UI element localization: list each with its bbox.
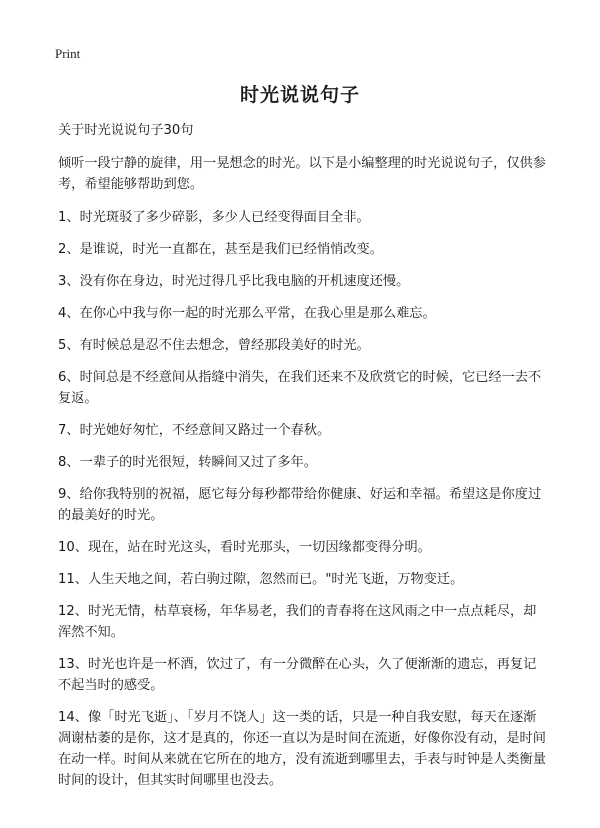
list-item: 13、时光也许是一杯酒，饮过了，有一分微醉在心头，久了便渐渐的遗忘，再复记不起当时的感受。 [58, 657, 537, 693]
list-item: 7、时光她好匆忙，不经意间又路过一个春秋。 [58, 423, 331, 438]
list-item: 10、现在，站在时光这头，看时光那头，一切因缘都变得分明。 [58, 540, 431, 555]
article-subtitle: 关于时光说说句子30句 [58, 123, 194, 138]
list-item: 4、在你心中我与你一起的时光那么平常，在我心里是那么难忘。 [58, 306, 436, 321]
list-item: 6、时间总是不经意间从指缝中消失，在我们还来不及欣赏它的时候，它已经一去不复返。 [58, 370, 542, 406]
list-item: 8、一辈子的时光很短，转瞬间又过了多年。 [58, 455, 317, 470]
print-link[interactable]: Print [55, 46, 81, 61]
list-item: 3、没有你在身边，时光过得几乎比我电脑的开机速度还慢。 [58, 274, 410, 289]
article-intro: 倾听一段宁静的旋律，用一晃想念的时光。以下是小编整理的时光说说句子，仅供参考，希望能够帮助到您。 [58, 156, 546, 192]
list-item: 1、时光斑驳了多少碎影，多少人已经变得面目全非。 [58, 210, 370, 225]
list-item: 14、像「时光飞逝」、「岁月不饶人」这一类的话，只是一种自我安慰，每天在逐渐凋谢枯萎的是你，这才是真的，你还一直以为是时间在流逝，好像你没有动，是时间在动一样。时间从来就在它所在的地方，没有流逝到哪里去，手表与时钟是人类衡量时间的设计，但其实时间哪里也没去。 [58, 710, 546, 788]
list-item: 5、有时候总是忍不住去想念，曾经那段美好的时光。 [58, 338, 370, 353]
page-title: 时光说说句子 [239, 84, 360, 106]
list-item: 12、时光无情，枯草衰杨，年华易老，我们的青春将在这风雨之中一点点耗尽，却浑然不知。 [58, 604, 537, 640]
article-body [58, 120, 548, 802]
list-item: 2、是谁说，时光一直都在，甚至是我们已经悄悄改变。 [58, 242, 383, 257]
list-item: 11、人生天地之间，若白驹过隙，忽然而已。"时光飞逝，万物变迁。 [58, 572, 464, 587]
list-item: 9、给你我特别的祝福，愿它每分每秒都带给你健康、好运和幸福。希望这是你度过的最美好的时光。 [58, 487, 542, 523]
